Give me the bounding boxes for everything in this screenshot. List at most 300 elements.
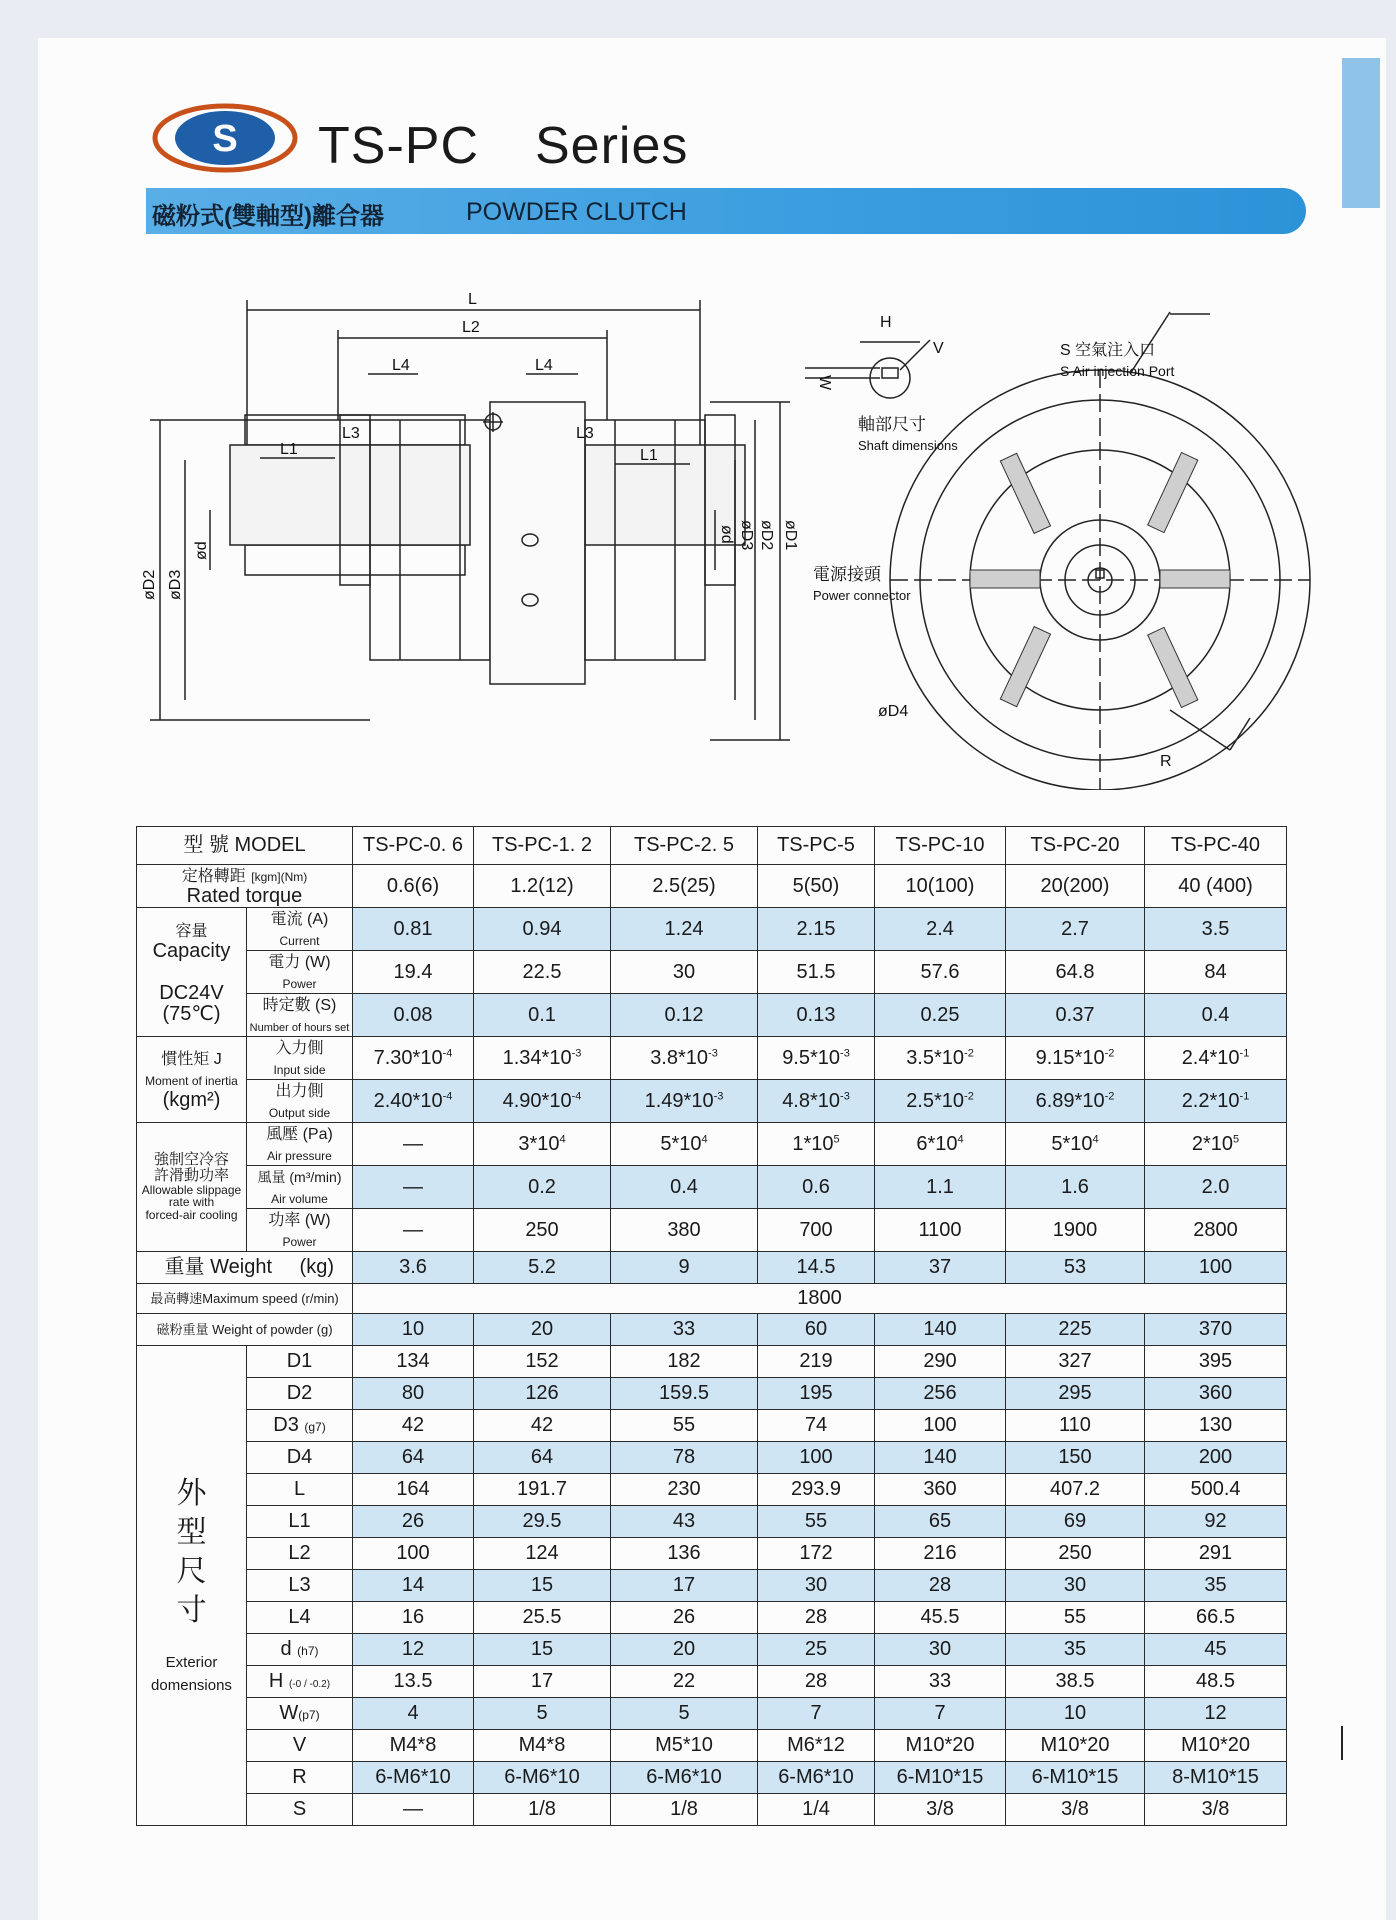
rated-label-en: Rated torque (186, 885, 303, 907)
inertia-out-cell (758, 1080, 875, 1123)
dim-label (247, 1378, 353, 1410)
power-connector-zh: 電源接頭 (813, 565, 881, 584)
time-cell: 0.1 (474, 994, 611, 1037)
dim-label-text: R (292, 1766, 307, 1788)
ext-en-2: domensions (151, 1676, 232, 1694)
model-cell: TS-PC-10 (875, 827, 1006, 865)
powder-row (137, 1314, 1287, 1346)
dim-label (247, 1698, 353, 1730)
dim-cell: 250 (1006, 1538, 1145, 1570)
dim-row (137, 1666, 1287, 1698)
dim-row (137, 1602, 1287, 1634)
weight-label (137, 1252, 353, 1284)
air-pressure-mantissa: 2*10 (1191, 1132, 1234, 1155)
dim-label (247, 1442, 353, 1474)
weight-cell: 100 (1145, 1252, 1287, 1284)
inertia-in-mantissa: 3.8*10 (650, 1046, 709, 1069)
technical-drawing (130, 270, 1330, 790)
ext-zh-4: 寸 (176, 1594, 207, 1627)
dim-cell: 16 (353, 1602, 474, 1634)
dim-cell: 110 (1006, 1410, 1145, 1442)
series-title (318, 116, 688, 176)
time-cell: 0.37 (1006, 994, 1145, 1037)
dim-cell: 100 (758, 1442, 875, 1474)
dim-cell: 17 (474, 1666, 611, 1698)
dim-cell: 360 (875, 1474, 1006, 1506)
dim-cell: 35 (1006, 1634, 1145, 1666)
air-volume-cell: 0.6 (758, 1166, 875, 1209)
dim-cell: 195 (758, 1378, 875, 1410)
inertia-en: Moment of inertia (145, 1074, 238, 1088)
dim-l-label: L (468, 291, 477, 308)
rated-label-zh: 定格轉距 (181, 868, 246, 885)
dim-cell: 78 (611, 1442, 758, 1474)
dim-cell: 55 (758, 1506, 875, 1538)
inertia-out-mantissa: 6.89*10 (1035, 1089, 1105, 1112)
power-cell: 30 (611, 951, 758, 994)
dim-label-text: L4 (288, 1606, 311, 1628)
speed-en: Maximum speed (r/min) (202, 1290, 339, 1306)
dim-cell: 66.5 (1145, 1602, 1287, 1634)
air-pressure-exponent: 4 (957, 1132, 964, 1145)
dim-cell: 10 (1006, 1698, 1145, 1730)
dim-cell: 291 (1145, 1538, 1287, 1570)
output-en: Output side (268, 1106, 331, 1120)
dim-label (247, 1410, 353, 1442)
inertia-in-cell (1145, 1037, 1287, 1080)
air-pressure-cell (1006, 1123, 1145, 1166)
inertia-in-cell (1006, 1037, 1145, 1080)
air-pressure-exponent: 5 (1233, 1132, 1240, 1145)
dim-cell: M6*12 (758, 1730, 875, 1762)
dim-l4-left-label: L4 (392, 357, 410, 374)
air-pressure-row (137, 1123, 1287, 1166)
current-cell: 2.7 (1006, 908, 1145, 951)
dim-cell: 28 (758, 1602, 875, 1634)
inertia-label (137, 1037, 247, 1123)
power-cell: 51.5 (758, 951, 875, 994)
dim-cell: 92 (1145, 1506, 1287, 1538)
air-volume-cell: 2.0 (1145, 1166, 1287, 1209)
ext-zh-1: 外 (176, 1477, 207, 1510)
time-cell: 0.25 (875, 994, 1006, 1037)
rated-cell: 5(50) (758, 865, 875, 908)
time-zh: 時定數 (S) (262, 997, 337, 1014)
dim-cell: 6-M10*15 (1006, 1762, 1145, 1794)
dim-cell: 55 (1006, 1602, 1145, 1634)
dim-d2-left-label: øD2 (141, 569, 158, 600)
model-cell: TS-PC-2. 5 (611, 827, 758, 865)
dim-cell: 30 (758, 1570, 875, 1602)
dim-cell: 130 (1145, 1410, 1287, 1442)
model-header (137, 827, 353, 865)
dim-label-text: D1 (286, 1350, 313, 1372)
dim-d-left-label: ød (193, 541, 210, 560)
air-pressure-cell (1145, 1123, 1287, 1166)
inertia-out-cell (474, 1080, 611, 1123)
forced-power-label (247, 1209, 353, 1252)
dim-cell: 48.5 (1145, 1666, 1287, 1698)
rated-unit: [kgm](Nm) (251, 870, 308, 884)
exterior-dimensions-label (137, 1346, 247, 1826)
inertia-in-cell (474, 1037, 611, 1080)
dim-cell: 38.5 (1006, 1666, 1145, 1698)
forced-zh1: 強制空冷容 (153, 1151, 229, 1169)
model-cell: TS-PC-40 (1145, 827, 1287, 865)
ext-zh-2: 型 (176, 1516, 207, 1549)
dim-label-sub: (p7) (298, 1708, 320, 1722)
output-zh: 出力側 (275, 1083, 324, 1100)
dim-cell: 159.5 (611, 1378, 758, 1410)
air-volume-cell: 1.6 (1006, 1166, 1145, 1209)
time-cell: 0.12 (611, 994, 758, 1037)
forced-power-cell: 2800 (1145, 1209, 1287, 1252)
dim-row (137, 1474, 1287, 1506)
model-cell: TS-PC-1. 2 (474, 827, 611, 865)
power-cell: 64.8 (1006, 951, 1145, 994)
inertia-in-mantissa: 2.4*10 (1181, 1046, 1240, 1069)
power-cell: 84 (1145, 951, 1287, 994)
dim-cell: 28 (875, 1570, 1006, 1602)
brand-initial: S (212, 118, 238, 160)
dim-label (247, 1730, 353, 1762)
dim-cell: 17 (611, 1570, 758, 1602)
dim-cell: 164 (353, 1474, 474, 1506)
dim-cell: 6-M6*10 (758, 1762, 875, 1794)
dim-cell: 69 (1006, 1506, 1145, 1538)
air-volume-row (137, 1166, 1287, 1209)
forced-power-en: Power (282, 1235, 317, 1249)
dim-cell: 8-M10*15 (1145, 1762, 1287, 1794)
dim-label-sub: (h7) (297, 1644, 319, 1658)
dim-cell: M10*20 (1006, 1730, 1145, 1762)
dim-d3-right-label: øD3 (738, 520, 755, 551)
air-volume-cell: 1.1 (875, 1166, 1006, 1209)
inertia-in-mantissa: 9.5*10 (782, 1046, 841, 1069)
dim-cell: M10*20 (1145, 1730, 1287, 1762)
dim-cell: 4 (353, 1698, 474, 1730)
dim-cell: 33 (875, 1666, 1006, 1698)
dim-cell: 28 (758, 1666, 875, 1698)
power-cell: 57.6 (875, 951, 1006, 994)
dim-d1-label: øD1 (782, 520, 799, 551)
dim-cell: 134 (353, 1346, 474, 1378)
inertia-out-cell (611, 1080, 758, 1123)
forced-power-zh: 功率 (W) (268, 1212, 331, 1229)
powder-zh: 磁粉重量 (156, 1321, 209, 1337)
dim-cell: 20 (611, 1634, 758, 1666)
dim-row (137, 1794, 1287, 1826)
air-volume-cell: — (353, 1166, 474, 1209)
inertia-in-mantissa: 9.15*10 (1035, 1046, 1105, 1069)
air-port-zh: S 空氣注入口 (1060, 342, 1156, 359)
dim-cell: 230 (611, 1474, 758, 1506)
power-connector-en: Power connector (813, 588, 911, 603)
dim-cell: 100 (875, 1410, 1006, 1442)
dim-l1-right-label: L1 (640, 447, 658, 464)
dim-cell: 395 (1145, 1346, 1287, 1378)
dim-label (247, 1570, 353, 1602)
weight-unit: (kg) (299, 1256, 334, 1278)
weight-en: Weight (210, 1256, 272, 1278)
powder-label (137, 1314, 353, 1346)
inertia-unit: (kgm²) (162, 1089, 221, 1111)
dim-cell: 1/4 (758, 1794, 875, 1826)
dim-cell: 293.9 (758, 1474, 875, 1506)
dim-cell: 136 (611, 1538, 758, 1570)
powder-cell: 370 (1145, 1314, 1287, 1346)
air-pressure-cell (353, 1123, 474, 1166)
rated-cell: 10(100) (875, 865, 1006, 908)
model-cell: TS-PC-0. 6 (353, 827, 474, 865)
dim-cell: 200 (1145, 1442, 1287, 1474)
speed-zh: 最高轉速 (150, 1290, 203, 1306)
inertia-out-exponent: -1 (1239, 1089, 1250, 1102)
rated-cell: 20(200) (1006, 865, 1145, 908)
dim-label (247, 1346, 353, 1378)
inertia-in-mantissa: 7.30*10 (373, 1046, 443, 1069)
powder-cell: 20 (474, 1314, 611, 1346)
air-pressure-mantissa: 5*10 (660, 1132, 702, 1155)
dim-cell: 22 (611, 1666, 758, 1698)
air-pressure-mantissa: 6*10 (916, 1132, 958, 1155)
series-word: Series (535, 117, 689, 175)
forced-power-cell: 700 (758, 1209, 875, 1252)
time-cell: 0.4 (1145, 994, 1287, 1037)
power-row (137, 951, 1287, 994)
dim-cell: 6-M10*15 (875, 1762, 1006, 1794)
rated-label (137, 865, 353, 908)
forced-zh2: 許滑動功率 (153, 1167, 229, 1185)
dim-label (247, 1538, 353, 1570)
ext-en (137, 1652, 246, 1697)
dim-cell: 45.5 (875, 1602, 1006, 1634)
powder-cell: 10 (353, 1314, 474, 1346)
air-pressure-zh: 風壓 (Pa) (266, 1126, 333, 1143)
speed-label (137, 1284, 353, 1314)
dim-cell: 191.7 (474, 1474, 611, 1506)
subtitle-zh: 磁粉式(雙軸型)離合器 (152, 203, 384, 230)
dim-label (247, 1666, 353, 1698)
air-pressure-cell (474, 1123, 611, 1166)
air-pressure-exponent: 5 (833, 1132, 840, 1145)
inertia-out-exponent: -2 (964, 1089, 974, 1102)
current-cell: 1.24 (611, 908, 758, 951)
rated-row (137, 865, 1287, 908)
dim-row (137, 1378, 1287, 1410)
dim-cell: 7 (875, 1698, 1006, 1730)
inertia-out-mantissa: 2.2*10 (1181, 1089, 1240, 1112)
dim-row (137, 1346, 1287, 1378)
powder-cell: 225 (1006, 1314, 1145, 1346)
dim-label (247, 1634, 353, 1666)
dim-cell: M10*20 (875, 1730, 1006, 1762)
air-port-en: S Air injection Port (1060, 363, 1175, 379)
forced-en3: forced-air cooling (145, 1208, 238, 1223)
dim-label (247, 1506, 353, 1538)
forced-en1: Allowable slippage (141, 1182, 242, 1197)
dim-label (247, 1762, 353, 1794)
dim-cell: 3/8 (1145, 1794, 1287, 1826)
current-row (137, 908, 1287, 951)
dim-cell: 65 (875, 1506, 1006, 1538)
inertia-in-row (137, 1037, 1287, 1080)
inertia-in-exponent: -3 (571, 1046, 582, 1059)
dim-cell: 13.5 (353, 1666, 474, 1698)
dim-label-text: W (279, 1702, 299, 1724)
capacity-en: Capacity (152, 939, 231, 962)
dim-cell: 172 (758, 1538, 875, 1570)
dim-cell: 500.4 (1145, 1474, 1287, 1506)
current-zh: 電流 (A) (270, 911, 329, 928)
dim-d4-label: øD4 (878, 703, 909, 720)
dim-w-label: W (816, 375, 833, 391)
inertia-out-cell (875, 1080, 1006, 1123)
inertia-out-cell (353, 1080, 474, 1123)
inertia-in-cell (611, 1037, 758, 1080)
forced-power-cell: 1900 (1006, 1209, 1145, 1252)
air-pressure-cell (611, 1123, 758, 1166)
rated-cell: 2.5(25) (611, 865, 758, 908)
dim-label (247, 1602, 353, 1634)
air-pressure-en: Air pressure (267, 1149, 332, 1163)
current-cell: 3.5 (1145, 908, 1287, 951)
dim-label (247, 1794, 353, 1826)
shaft-dim-en: Shaft dimensions (858, 438, 958, 453)
inertia-in-cell (758, 1037, 875, 1080)
dim-cell: 30 (1006, 1570, 1145, 1602)
inertia-out-exponent: -4 (571, 1089, 582, 1102)
dim-cell: 6-M6*10 (611, 1762, 758, 1794)
rated-cell: 1.2(12) (474, 865, 611, 908)
forced-power-cell: 1100 (875, 1209, 1006, 1252)
air-pressure-mantissa: 3*10 (518, 1132, 560, 1155)
time-cell: 0.08 (353, 994, 474, 1037)
dim-d2-right-label: øD2 (758, 520, 775, 551)
air-pressure-mantissa: — (403, 1132, 423, 1155)
weight-cell: 37 (875, 1252, 1006, 1284)
dim-row (137, 1442, 1287, 1474)
inertia-in-cell (353, 1037, 474, 1080)
model-header-zh: 型 號 (183, 834, 229, 856)
current-cell: 0.94 (474, 908, 611, 951)
dim-cell: 80 (353, 1378, 474, 1410)
inertia-zh: 慣性矩 J (161, 1051, 222, 1068)
dim-label-sub: (-0 / -0.2) (288, 1679, 331, 1690)
dim-cell: 1/8 (611, 1794, 758, 1826)
inertia-out-mantissa: 1.49*10 (644, 1089, 714, 1112)
dim-d3-left-label: øD3 (167, 569, 184, 600)
dim-cell: 152 (474, 1346, 611, 1378)
air-pressure-mantissa: 5*10 (1051, 1132, 1093, 1155)
dim-cell: 12 (1145, 1698, 1287, 1730)
ext-zh-3: 尺 (176, 1555, 207, 1588)
inertia-in-exponent: -2 (964, 1046, 974, 1059)
dim-cell: 3/8 (1006, 1794, 1145, 1826)
time-label (247, 994, 353, 1037)
time-en: Number of hours set (249, 1022, 350, 1034)
forced-power-row (137, 1209, 1287, 1252)
dim-cell: 43 (611, 1506, 758, 1538)
dim-row (137, 1634, 1287, 1666)
dim-cell: 5 (474, 1698, 611, 1730)
dim-v-label: V (933, 340, 944, 357)
dim-row (137, 1538, 1287, 1570)
dim-d-right-label: ød (718, 525, 735, 544)
forced-power-cell: 250 (474, 1209, 611, 1252)
subtitle-en: POWDER CLUTCH (466, 198, 687, 226)
dim-cell: — (353, 1794, 474, 1826)
dim-cell: 124 (474, 1538, 611, 1570)
dim-label-text: S (292, 1798, 307, 1820)
dim-cell: M4*8 (353, 1730, 474, 1762)
dim-cell: 35 (1145, 1570, 1287, 1602)
dim-label-text: L1 (288, 1510, 311, 1532)
dim-cell: 360 (1145, 1378, 1287, 1410)
forced-power-cell: — (353, 1209, 474, 1252)
model-cell: TS-PC-20 (1006, 827, 1145, 865)
dim-cell: 126 (474, 1378, 611, 1410)
capacity-label (137, 908, 247, 1037)
weight-row (137, 1252, 1287, 1284)
inertia-in-exponent: -3 (708, 1046, 718, 1059)
dim-cell: 55 (611, 1410, 758, 1442)
time-row (137, 994, 1287, 1037)
rated-cell: 40 (400) (1145, 865, 1287, 908)
rated-cell: 0.6(6) (353, 865, 474, 908)
dim-cell: 290 (875, 1346, 1006, 1378)
dim-cell: 7 (758, 1698, 875, 1730)
inertia-out-exponent: -2 (1104, 1089, 1115, 1102)
air-pressure-exponent: 4 (701, 1132, 708, 1145)
dim-cell: 3/8 (875, 1794, 1006, 1826)
powder-cell: 33 (611, 1314, 758, 1346)
input-side-label (247, 1037, 353, 1080)
dim-cell: 15 (474, 1634, 611, 1666)
model-header-en: MODEL (234, 834, 306, 856)
inertia-in-exponent: -1 (1239, 1046, 1250, 1059)
dim-cell: 25 (758, 1634, 875, 1666)
air-pressure-mantissa: 1*10 (792, 1132, 834, 1155)
dim-l1-left-label: L1 (280, 441, 298, 458)
dim-cell: 30 (875, 1634, 1006, 1666)
air-volume-label (247, 1166, 353, 1209)
powder-en: Weight of powder (g) (212, 1321, 333, 1337)
dim-l3-right-label: L3 (576, 425, 594, 442)
dim-cell: 5 (611, 1698, 758, 1730)
capacity-voltage: DC24V (159, 981, 224, 1004)
dim-cell: 25.5 (474, 1602, 611, 1634)
dim-cell: 140 (875, 1442, 1006, 1474)
dim-cell: M4*8 (474, 1730, 611, 1762)
dim-label-text: H (268, 1670, 284, 1692)
ext-en-1: Exterior (165, 1654, 218, 1671)
spec-table (136, 826, 1287, 1826)
dim-cell: 42 (474, 1410, 611, 1442)
dim-row (137, 1506, 1287, 1538)
weight-cell: 14.5 (758, 1252, 875, 1284)
dim-cell: 14 (353, 1570, 474, 1602)
dim-label-text: D4 (286, 1446, 313, 1468)
input-zh: 入力側 (275, 1040, 324, 1057)
dim-cell: 12 (353, 1634, 474, 1666)
weight-zh: 重量 (164, 1256, 205, 1278)
capacity-temp: (75℃) (162, 1002, 221, 1025)
dim-cell: 256 (875, 1378, 1006, 1410)
model-cell: TS-PC-5 (758, 827, 875, 865)
speed-row (137, 1284, 1287, 1314)
current-cell: 2.4 (875, 908, 1006, 951)
